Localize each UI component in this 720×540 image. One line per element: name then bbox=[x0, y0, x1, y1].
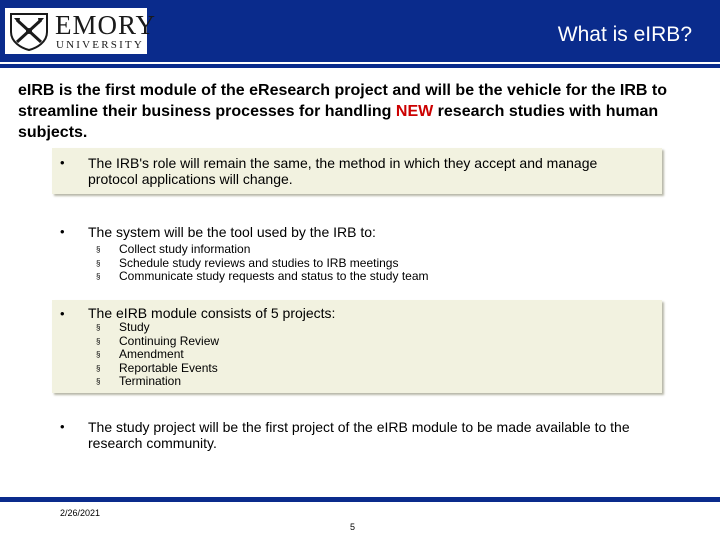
intro-highlight: NEW bbox=[395, 103, 434, 120]
emory-shield-icon bbox=[7, 10, 51, 52]
bullet-text: The system will be the tool used by the IRB to: bbox=[88, 224, 376, 240]
list-item bbox=[96, 375, 219, 389]
intro-text-before: eIRB is the first module of the eResearch project and will be the vehicle for the IRB to streamline their business processes for handling bbox=[18, 82, 668, 120]
logo-wordmark: EMORY bbox=[55, 10, 157, 40]
footer-bar bbox=[0, 497, 720, 502]
square-bullet-icon: § bbox=[96, 323, 101, 332]
header-divider bbox=[0, 64, 720, 68]
sub-list bbox=[96, 321, 219, 389]
list-item bbox=[96, 243, 429, 257]
list-item bbox=[96, 348, 219, 362]
bullet-marker: • bbox=[60, 306, 65, 321]
list-item-text: Reportable Events bbox=[119, 360, 218, 375]
intro-text-after: research studies with human subjects. bbox=[18, 103, 659, 141]
page-number: 5 bbox=[350, 522, 356, 532]
list-item-text: Communicate study requests and status to the study team bbox=[119, 269, 429, 283]
intro-paragraph bbox=[18, 80, 708, 143]
footer-date: 2/26/2021 bbox=[60, 508, 101, 518]
list-item bbox=[96, 335, 219, 349]
list-item bbox=[96, 270, 429, 284]
slide-title: What is eIRB? bbox=[557, 23, 692, 46]
list-item bbox=[96, 362, 219, 376]
square-bullet-icon: § bbox=[96, 377, 101, 386]
list-item-text: Amendment bbox=[119, 347, 184, 361]
list-item bbox=[96, 321, 219, 335]
square-bullet-icon: § bbox=[96, 245, 101, 254]
list-item-text: Collect study information bbox=[119, 242, 251, 256]
list-item-text: Study bbox=[119, 320, 150, 334]
square-bullet-icon: § bbox=[96, 336, 101, 346]
sub-list bbox=[96, 243, 429, 284]
bullet-marker: • bbox=[60, 224, 65, 239]
header-bar bbox=[0, 0, 720, 62]
bullet-marker: • bbox=[60, 419, 65, 434]
square-bullet-icon: § bbox=[96, 258, 101, 268]
list-item-text: Continuing Review bbox=[119, 333, 220, 348]
bullet-text: The IRB's role will remain the same, the method in which they accept and manage protocol applications will change. bbox=[88, 155, 598, 187]
bullet-text: The study project will be the first project of the eIRB module to be made available to the research community. bbox=[88, 419, 630, 451]
emory-logo bbox=[5, 8, 157, 54]
list-item-text: Termination bbox=[119, 374, 182, 388]
list-item-text: Schedule study reviews and studies to IRB meetings bbox=[119, 255, 399, 270]
logo-subtext: UNIVERSITY bbox=[56, 39, 144, 51]
bullet-marker: • bbox=[60, 155, 65, 170]
list-item bbox=[96, 257, 429, 271]
square-bullet-icon: § bbox=[96, 350, 101, 359]
square-bullet-icon: § bbox=[96, 363, 101, 373]
bullet-text: The eIRB module consists of 5 projects: bbox=[88, 305, 336, 321]
square-bullet-icon: § bbox=[96, 272, 101, 281]
